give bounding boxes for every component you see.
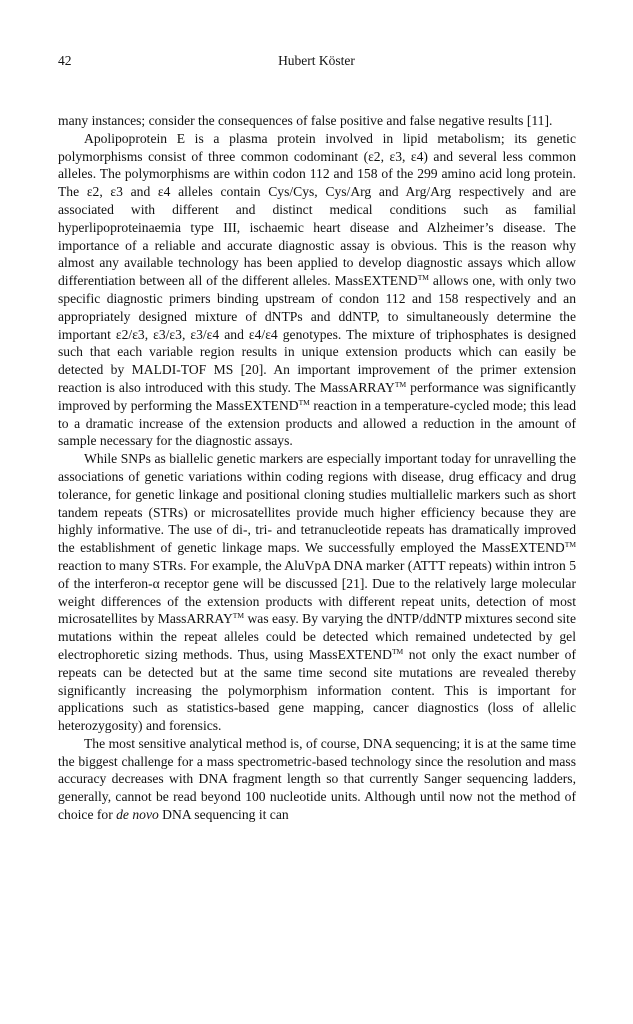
italic-text: de novo (116, 807, 159, 823)
trademark-superscript: TM (232, 611, 245, 621)
trademark-superscript: TM (564, 540, 576, 550)
paragraph (58, 112, 576, 130)
trademark-superscript: TM (391, 646, 404, 656)
paragraph-text: not only the exact number of repeats can be detected but at the same time second site mutations are revealed thereby significantly increasing the polymorphism information content. This is important for applications such as statistics-based gene mapping, cancer diagnostics (loss of allelic heterozygosity) and forensics. (58, 646, 576, 734)
paragraph-text: reaction to many STRs. For example, the AluVpA DNA marker (ATTT repeats) within intron 5 of the interferon-α receptor gene will be discussed [21]. Due to the relatively large molecular weight differences of the extension products with different repeat units, detection of most microsatellites by MassARRAY (58, 557, 576, 627)
paragraph-text: allows one, with only two specific diagnostic primers binding upstream of condon 112 and 158 respectively and an appropriately designed mixture of dNTPs and ddNTP, to simultaneously determine the important ε2/ε3, ε3/ε3, ε3/ε4 and ε4/ε4 genotypes. The mixture of triphosphates is designed such that each variable region results in unique extension products which can easily be detected by MALDI-TOF MS [20]. An important improvement of the primer extension reaction is also introduced with this study. The MassARRAY (58, 273, 576, 395)
paragraph-text: Apolipoprotein E is a plasma protein involved in lipid metabolism; its genetic polymorphisms consist of three common codominant (ε2, ε3, ε4) and several less common alleles. The polymorphisms are within codon 112 and 158 of the 299 amino acid long protein. The ε2, ε3 and ε4 alleles contain Cys/Cys, Cys/Arg and Arg/Arg respectively and are associated with different and distinct medical conditions such as familial hyperlipoproteinaemia type III, ischaemic heart disease and Alzheimer’s disease. The importance of a reliable and accurate diagnostic assay is obvious. This is the reason why almost any available technology has been applied to develop diagnostic assays which allow differentiation between all of the different alleles. MassEXTEND (58, 130, 576, 289)
body-text (58, 112, 576, 824)
paragraph (58, 450, 576, 735)
trademark-superscript: TM (394, 379, 407, 389)
trademark-superscript: TM (417, 273, 429, 283)
page-number: 42 (58, 53, 72, 68)
paragraph (58, 130, 576, 450)
paragraph-text: The most sensitive analytical method is, of course, DNA sequencing; it is at the same time the biggest challenge for a mass spectrometric-based technology since the resolution and mass accuracy decreases with DNA fragment length so that currently Sanger sequencing ladders, generally, cannot be read beyond 100 nucleotide units. Although until now not the method of choice for (58, 735, 576, 823)
running-head-author: Hubert Köster (278, 53, 355, 68)
page-header (58, 53, 575, 71)
paragraph-text: performance was significantly improved by performing the MassEXTEND (58, 379, 576, 413)
paragraph-text: was easy. By varying the dNTP/ddNTP mixtures second site mutations within the repeat alleles could be detected which remained undetected by gel electrophoretic sizing methods. Thus, using MassEXTEND (58, 611, 576, 662)
trademark-superscript: TM (298, 397, 310, 407)
paragraph-text: many instances; consider the consequences of false positive and false negative results [11]. (58, 113, 553, 128)
paragraph-text: While SNPs as biallelic genetic markers are especially important today for unravelling the associations of genetic variations within coding regions with disease, drug efficacy and drug tolerance, for genetic linkage and positional cloning studies multiallelic markers such as short tandem repeats (STRs) or microsatellites provide much higher efficiency because they are highly informative. The use of di-, tri- and tetranucleotide repeats has dramatically improved the establishment of genetic linkage maps. We successfully employed the MassEXTEND (58, 451, 576, 556)
paragraph (58, 735, 576, 824)
paragraph-text: reaction in a temperature-cycled mode; this lead to a dramatic increase of the extension products and allowed a reduction in the amount of sample necessary for the diagnostic assays. (58, 397, 577, 449)
paragraph-text: DNA sequencing it can (158, 807, 289, 823)
